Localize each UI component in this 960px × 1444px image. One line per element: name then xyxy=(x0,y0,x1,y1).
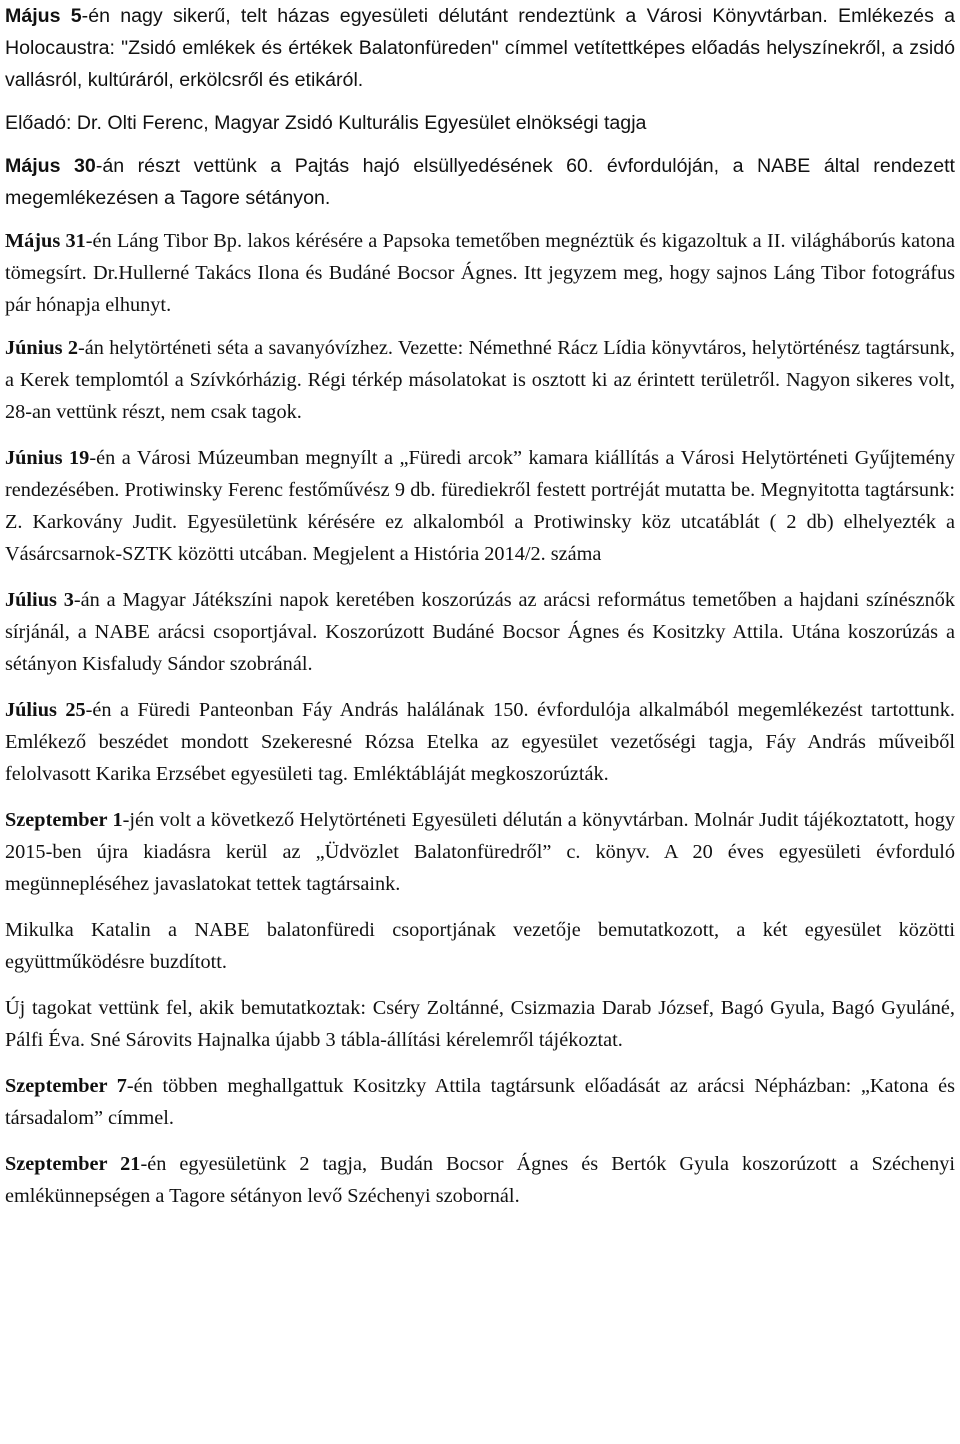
date-suffix-junius-2: -án xyxy=(78,337,104,359)
paragraph-majus-30 xyxy=(5,150,955,214)
paragraph-szeptember-21 xyxy=(5,1148,955,1212)
paragraph-szeptember-1 xyxy=(5,804,955,900)
date-majus-31: Május 31 xyxy=(5,230,86,252)
text-szeptember-7: többen meghallgattuk Kositzky Attila tagtársunk előadását az arácsi Népházban: „Katona és társadalom” címmel. xyxy=(5,1075,955,1129)
text-majus-31: Láng Tibor Bp. lakos kérésére a Papsoka temetőben megnéztük és kigazoltuk a II. világháborús katona tömegsírt. Dr.Hullerné Takács Ilona és Budáné Bocsor Ágnes. Itt jegyzem meg, hogy sajnos Láng Tibor fotográfus pár hónapja elhunyt. xyxy=(5,230,955,316)
date-suffix-julius-25: -én xyxy=(85,699,112,721)
date-suffix-junius-19: -én xyxy=(89,447,116,469)
date-suffix-julius-3: -án xyxy=(73,589,100,611)
date-suffix-szeptember-1: -jén xyxy=(122,809,155,831)
paragraph-eloado xyxy=(5,107,955,139)
text-julius-25: a Füredi Panteonban Fáy András halálának 150. évfordulója alkalmából megemlékezést tartottunk. Emlékező beszédet mondott Szekeresné Rózsa Etelka az egyesület vezetőségi tagja, Fáy András műveiből felolvasott Karika Erzsébet egyesületi tag. Emléktábláját megkoszorúzták. xyxy=(5,699,955,785)
date-julius-3: Július 3 xyxy=(5,589,74,611)
paragraph-majus-31 xyxy=(5,225,955,321)
text-eloado: Előadó: Dr. Olti Ferenc, Magyar Zsidó Kulturális Egyesület elnökségi tagja xyxy=(5,112,647,134)
text-junius-19: a Városi Múzeumban megnyílt a „Füredi arcok” kamara kiállítás a Városi Helytörténeti Gyűjtemény rendezésében. Protiwinsky Ferenc festőművész 9 db. fürediekről festett portréját mutatta be. Megnyitotta tagtársunk: Z. Karkovány Judit. Egyesületünk kérésére ez alkalomból a Protiwinsky köz utcatáblát ( 2 db) elhelyezték a Vásárcsarnok-SZTK közötti utcában. Megjelent a História 2014/2. száma xyxy=(5,447,955,565)
paragraph-szeptember-7 xyxy=(5,1070,955,1134)
document-page xyxy=(5,0,955,1212)
paragraph-julius-3 xyxy=(5,584,955,680)
date-szeptember-7: Szeptember 7 xyxy=(5,1075,127,1097)
paragraph-majus-5 xyxy=(5,0,955,96)
paragraph-mikulka xyxy=(5,914,955,978)
date-julius-25: Július 25 xyxy=(5,699,86,721)
text-mikulka: Mikulka Katalin a NABE balatonfüredi csoportjának vezetője bemutatkozott, a két egyesület közötti együttműködésre buzdított. xyxy=(5,919,955,973)
paragraph-junius-2 xyxy=(5,332,955,428)
text-julius-3: a Magyar Játékszíni napok keretében koszorúzás az arácsi református temetőben a hajdani színésznők sírjánál, a NABE arácsi csoportjával. Koszorúzott Budáné Bocsor Ágnes és Kositzky Attila. Utána koszorúzás a sétányon Kisfaludy Sándor szobránál. xyxy=(5,589,956,675)
text-szeptember-1: volt a következő Helytörténeti Egyesületi délután a könyvtárban. Molnár Judit tájékoztatott, hogy 2015-ben újra kiadásra kerül az „Üdvözlet Balatonfüredről” c. könyv. A 20 éves egyesületi évforduló megünnepléséhez javaslatokat tettek tagtársaink. xyxy=(5,809,956,895)
date-junius-2: Június 2 xyxy=(5,337,79,359)
date-majus-5: Május 5 xyxy=(5,5,82,27)
date-suffix-majus-5: -én xyxy=(81,5,110,27)
date-szeptember-1: Szeptember 1 xyxy=(5,809,123,831)
paragraph-uj-tagok xyxy=(5,992,955,1056)
paragraph-junius-19 xyxy=(5,442,955,570)
text-majus-30: részt vettünk a Pajtás hajó elsüllyedésének 60. évfordulóján, a NABE által rendezett megemlékezésen a Tagore sétányon. xyxy=(5,155,955,209)
date-junius-19: Június 19 xyxy=(5,447,90,469)
date-suffix-szeptember-7: -én xyxy=(126,1075,153,1097)
text-szeptember-21: egyesületünk 2 tagja, Budán Bocsor Ágnes és Bertók Gyula koszorúzott a Széchenyi emlékünnepségen a Tagore sétányon levő Széchenyi szobornál. xyxy=(5,1153,956,1207)
date-majus-30: Május 30 xyxy=(5,155,96,177)
date-suffix-majus-31: -én xyxy=(85,230,112,252)
text-uj-tagok: Új tagokat vettünk fel, akik bemutatkoztak: Cséry Zoltánné, Csizmazia Darab József, Bagó Gyula, Bagó Gyuláné, Pálfi Éva. Sné Sárovits Hajnalka újabb 3 tábla-állítási kérelemről tájékoztat. xyxy=(5,997,955,1051)
date-suffix-szeptember-21: -én xyxy=(140,1153,167,1175)
text-majus-5: nagy sikerű, telt házas egyesületi délutánt rendeztünk a Városi Könyvtárban. Emlékezés a Holocaustra: "Zsidó emlékek és értékek Balatonfüreden" címmel vetítettképes előadás helyszínekről, a zsidó vallásról, kultúráról, erkölcsről és etikáról. xyxy=(5,5,955,91)
date-szeptember-21: Szeptember 21 xyxy=(5,1153,141,1175)
text-junius-2: helytörténeti séta a savanyóvízhez. Vezette: Némethné Rácz Lídia könyvtáros, helytörténész tagtársunk, a Kerek templomtól a Szívkórházig. Régi térkép másolatokat is osztott ki az érintett területről. Nagyon sikeres volt, 28-an vettünk részt, nem csak tagok. xyxy=(5,337,956,423)
date-suffix-majus-30: -án xyxy=(95,155,125,177)
paragraph-julius-25 xyxy=(5,694,955,790)
